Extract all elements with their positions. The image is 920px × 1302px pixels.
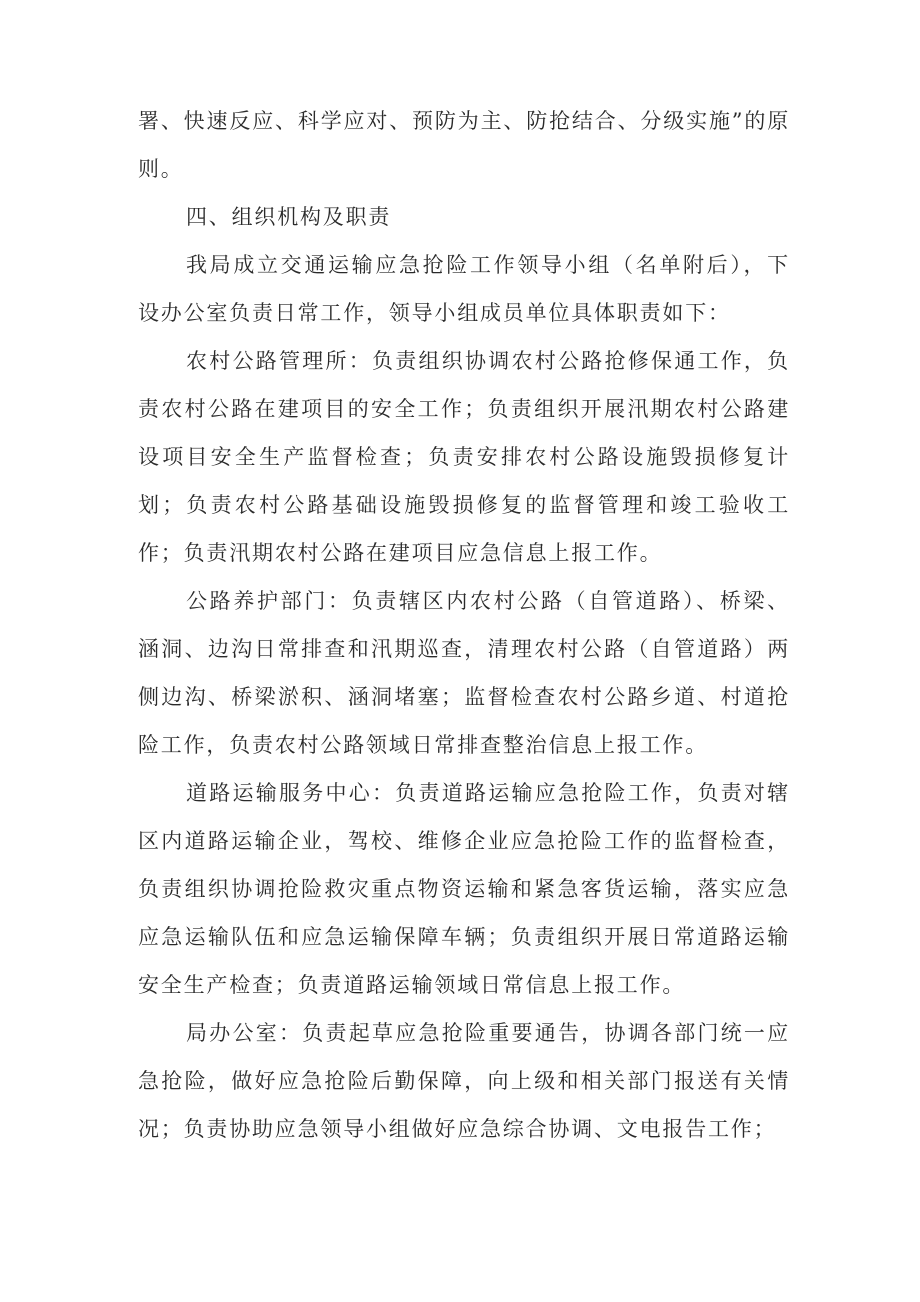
paragraph-bureau-office: 局办公室：负责起草应急抢险重要通告，协调各部门统一应急抢险，做好应急抢险后勤保障，向上级和相关部门报送有关情况；负责协助应急领导小组做好应急综合协调、文电报告工作； — [138, 1021, 790, 1141]
paragraph-leading-group: 我局成立交通运输应急抢险工作领导小组（名单附后），下设办公室负责日常工作，领导小组成员单位具体职责如下： — [138, 253, 790, 325]
section-heading-organization: 四、组织机构及职责 — [186, 205, 392, 229]
paragraph-rural-road-office: 农村公路管理所：负责组织协调农村公路抢修保通工作，负责农村公路在建项目的安全工作；负责组织开展汛期农村公路建设项目安全生产监督检查；负责安排农村公路设施毁损修复计划；负责农村公路基础设施毁损修复的监督管理和竣工验收工作；负责汛期农村公路在建项目应急信息上报工作。 — [138, 349, 790, 565]
paragraph-transport-service-center: 道路运输服务中心：负责道路运输应急抢险工作，负责对辖区内道路运输企业，驾校、维修企业应急抢险工作的监督检查，负责组织协调抢险救灾重点物资运输和紧急客货运输，落实应急应急运输队伍和应急运输保障车辆；负责组织开展日常道路运输安全生产检查；负责道路运输领域日常信息上报工作。 — [138, 781, 790, 997]
paragraph-road-maintenance: 公路养护部门：负责辖区内农村公路（自管道路）、桥梁、涵洞、边沟日常排查和汛期巡查，清理农村公路（自管道路）两侧边沟、桥梁淤积、涵洞堵塞；监督检查农村公路乡道、村道抢险工作，负责农村公路领域日常排查整治信息上报工作。 — [138, 589, 790, 757]
paragraph-principle-end: 署、快速反应、科学应对、预防为主、防抢结合、分级实施”的原则。 — [138, 109, 790, 181]
document-page — [138, 97, 790, 1153]
